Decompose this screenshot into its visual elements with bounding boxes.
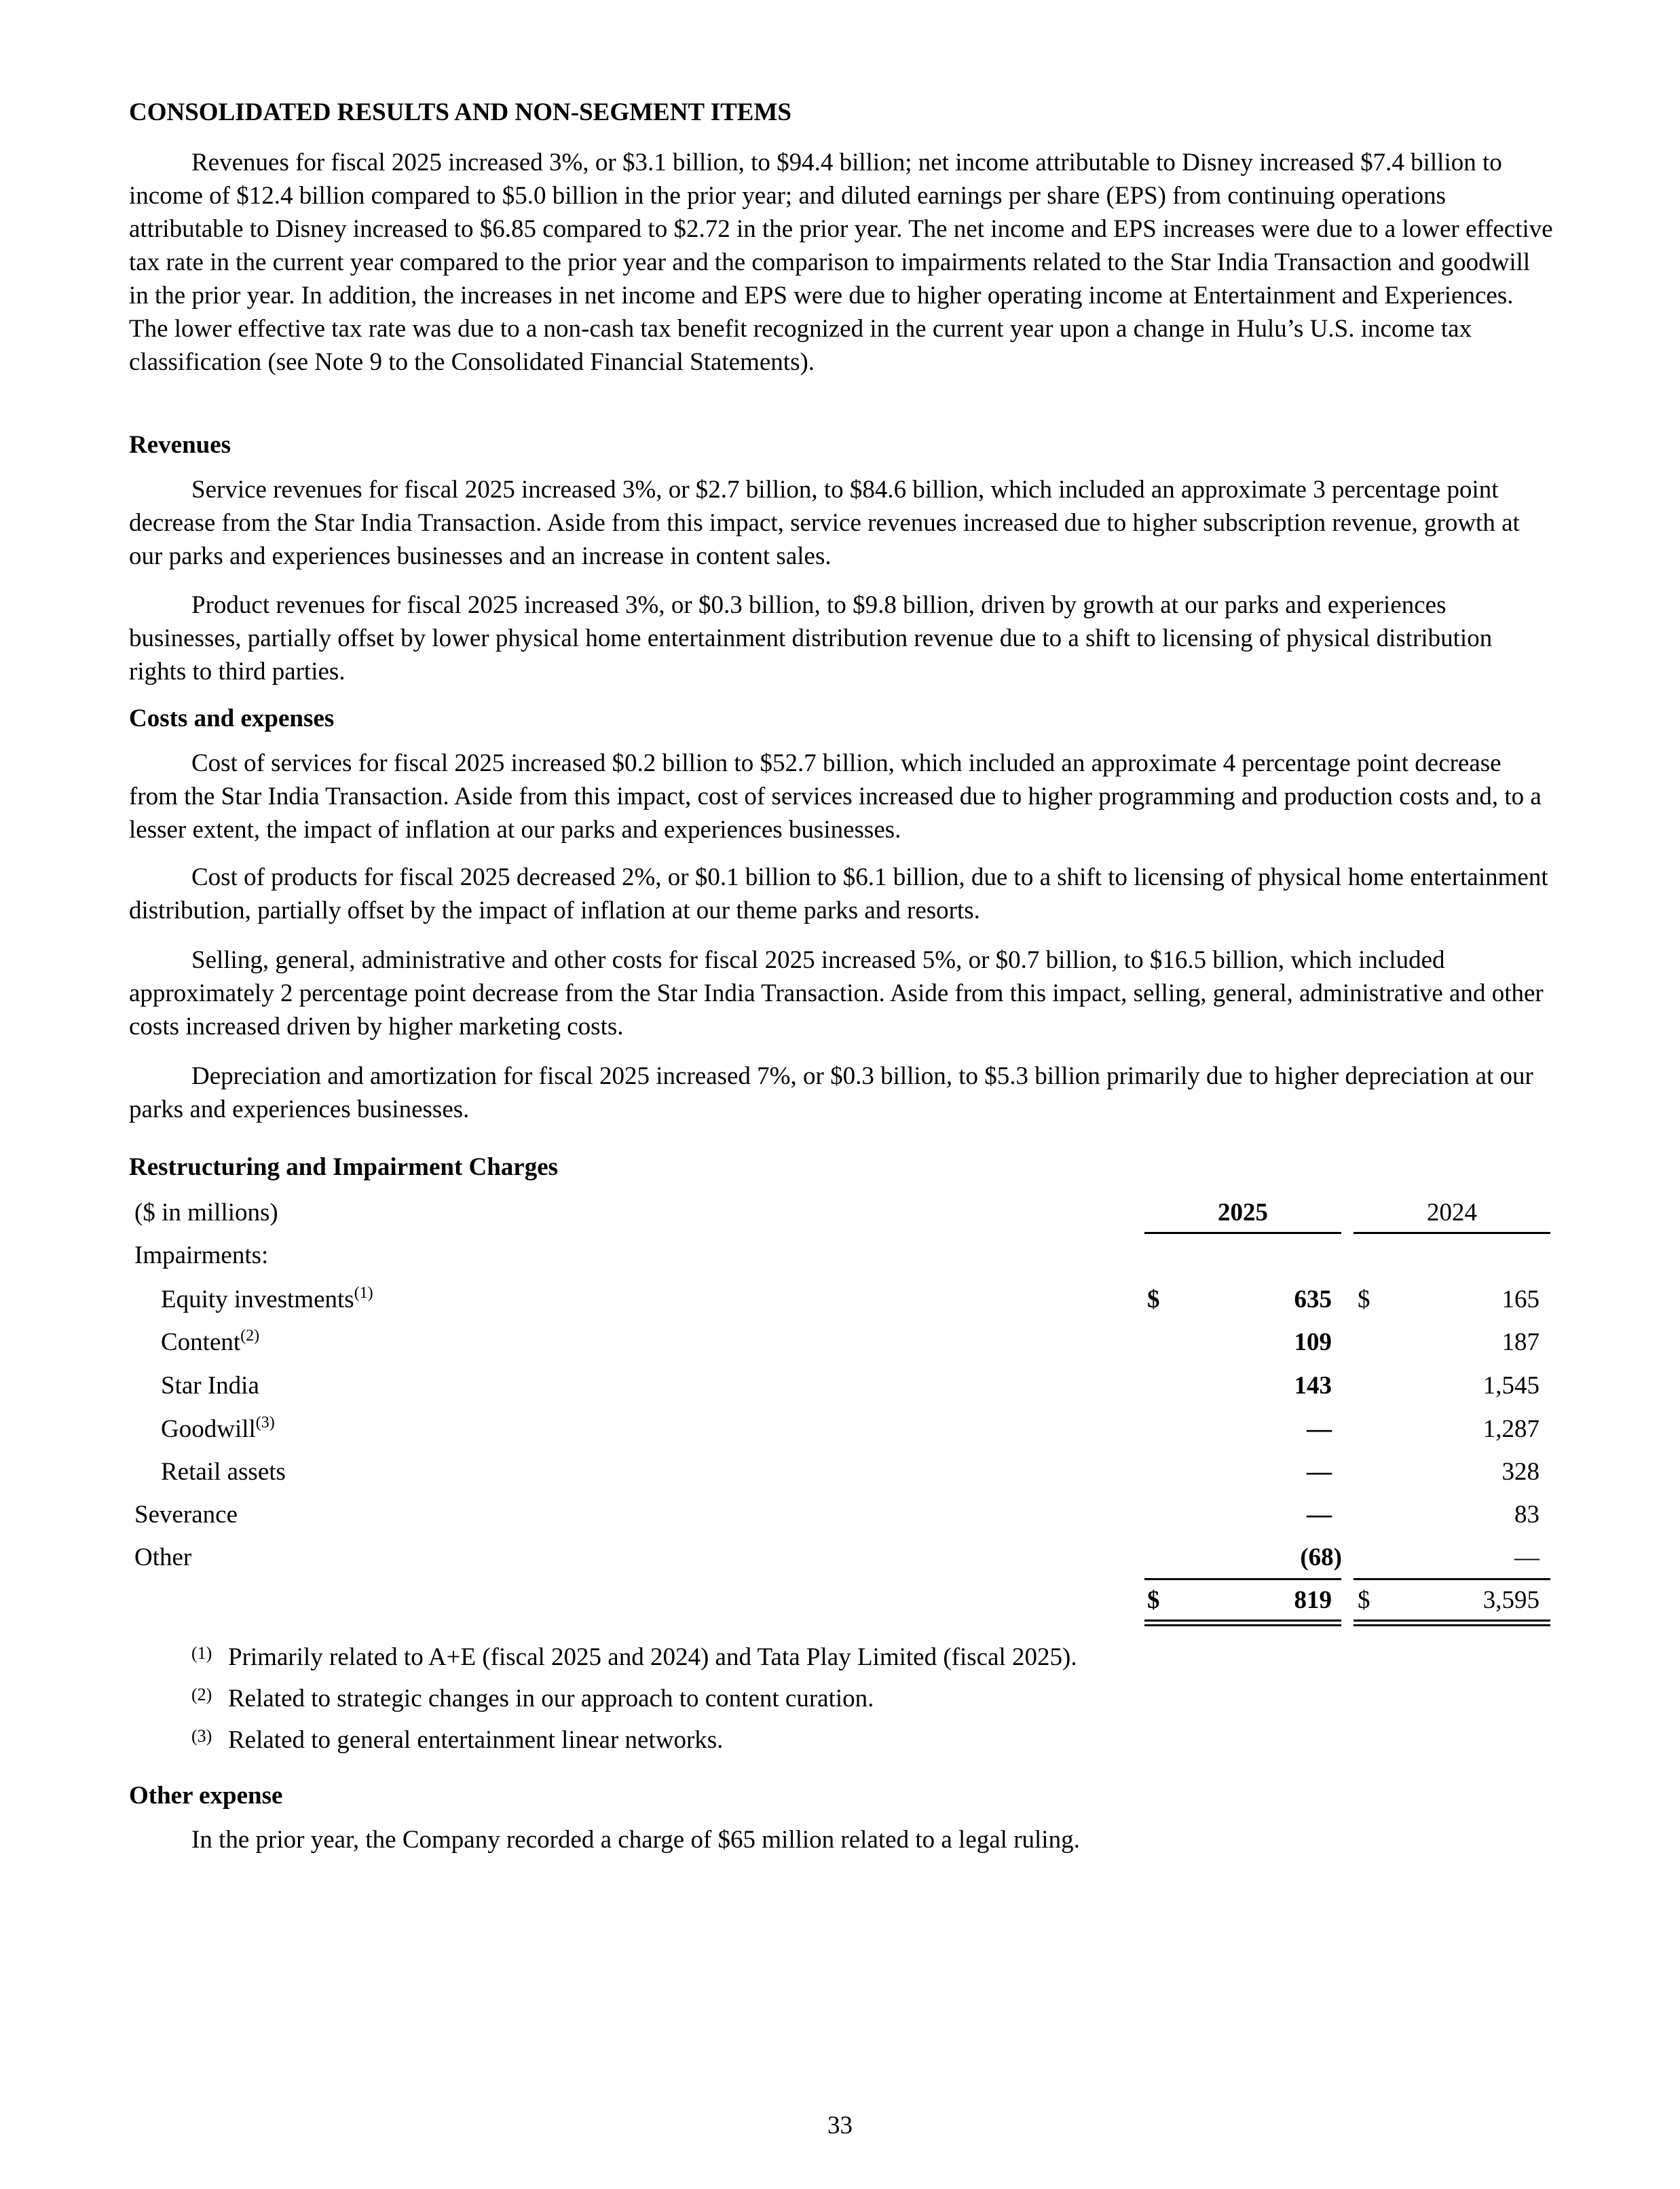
value-2025: 109 [1294, 1328, 1332, 1356]
footnote-text: Related to general entertainment linear networks. [228, 1726, 724, 1754]
header-underline-2025 [1144, 1232, 1341, 1234]
value-2024: 328 [1501, 1458, 1539, 1486]
footnote-mark: (2) [191, 1685, 212, 1704]
other-expense-heading: Other expense [129, 1782, 283, 1810]
currency-symbol: $ [1358, 1286, 1370, 1313]
row-label: Content$^{(2)}$ [161, 1327, 260, 1356]
footnote-ref: (1) [354, 1284, 373, 1302]
value-2024: 1,287 [1482, 1415, 1539, 1443]
value-2024: — [1514, 1543, 1539, 1571]
header-underline-2024 [1354, 1232, 1550, 1234]
impairments-label: Impairments: [134, 1241, 269, 1269]
row-label: Goodwill$^{(3)}$ [161, 1414, 275, 1443]
other-expense-paragraph: In the prior year, the Company recorded a charge of $65 million related to a legal ruling. [191, 1826, 1080, 1854]
row-label: Star India [161, 1372, 259, 1400]
value-2025: 143 [1294, 1372, 1332, 1400]
sga-paragraph: Selling, general, administrative and other costs for fiscal 2025 increased 5%, or $0.7 billion, to $16.5 billion, which included approximately 2 percentage point decrease from the Star India Transaction. Aside from this impact, selling, general, administrative and other costs increased driven by higher marketing costs. [129, 946, 1544, 1041]
costs-heading: Costs and expenses [129, 705, 335, 732]
row-label: Equity investments$^{(1)}$ [161, 1284, 373, 1313]
value-2024: 1,545 [1482, 1372, 1539, 1400]
double-underline-2024 [1354, 1624, 1550, 1626]
service-revenues-paragraph: Service revenues for fiscal 2025 increased 3%, or $2.7 billion, to $84.6 billion, which included an approximate 3 percentage point decrease from the Star India Transaction. Aside from this impact, service revenues increased due to higher subscription revenue, growth at our parks and experiences businesses and an increase in content sales. [129, 476, 1520, 570]
column-header-2024: 2024 [1427, 1199, 1477, 1227]
footnote-text: Primarily related to A+E (fiscal 2025 and 2024) and Tata Play Limited (fiscal 2025). [228, 1643, 1077, 1671]
row-label: Other [134, 1543, 192, 1571]
currency-symbol: $ [1147, 1586, 1160, 1614]
revenues-heading: Revenues [129, 431, 231, 459]
value-2025: — [1307, 1458, 1332, 1486]
double-underline-2024 [1354, 1620, 1550, 1622]
footnote-mark: (1) [191, 1643, 212, 1663]
currency-symbol: $ [1147, 1286, 1160, 1313]
intro-paragraph: Revenues for fiscal 2025 increased 3%, or $3.1 billion, to $94.4 billion; net income attributable to Disney increased $7.4 billion to income of $12.4 billion compared to $5.0 billion in the prior year; and diluted earnings per share (EPS) from continuing operations attributable to Disney increased to $6.85 compared to $2.72 in the prior year. The net income and EPS increases were due to a lower effective tax rate in the current year compared to the prior year and the comparison to impairments related to the Star India Transaction and goodwill in the prior year. In addition, the increases in net income and EPS were due to higher operating income at Entertainment and Experiences. The lower effective tax rate was due to a non-cash tax benefit recognized in the current year upon a change in Hulu’s U.S. income tax classification (see Note 9 to the Consolidated Financial Statements). [129, 149, 1553, 376]
value-2024: 187 [1501, 1328, 1539, 1356]
footnote-mark: (3) [191, 1726, 212, 1746]
value-2025: — [1307, 1415, 1332, 1443]
units-label: ($ in millions) [134, 1199, 278, 1227]
subtotal-rule-2025 [1144, 1578, 1341, 1580]
cost-of-services-paragraph: Cost of services for fiscal 2025 increased $0.2 billion to $52.7 billion, which included an approximate 4 percentage point decrease from the Star India Transaction. Aside from this impact, cost of services increased due to higher programming and production costs and, to a lesser extent, the impact of inflation at our parks and experiences businesses. [129, 749, 1542, 844]
product-revenues-paragraph: Product revenues for fiscal 2025 increased 3%, or $0.3 billion, to $9.8 billion, driven by growth at our parks and experiences businesses, partially offset by lower physical home entertainment distribution revenue due to a shift to licensing of physical distribution rights to third parties. [129, 591, 1493, 686]
value-2025: (68) [1300, 1543, 1342, 1571]
depreciation-paragraph: Depreciation and amortization for fiscal 2025 increased 7%, or $0.3 billion, to $5.3 billion primarily due to higher depreciation at our parks and experiences businesses. [129, 1062, 1533, 1123]
footnote-ref: (2) [240, 1327, 260, 1345]
row-label: Severance [134, 1501, 238, 1529]
restructuring-heading: Restructuring and Impairment Charges [129, 1153, 559, 1181]
cost-of-products-paragraph: Cost of products for fiscal 2025 decreased 2%, or $0.1 billion to $6.1 billion, due to a shift to licensing of physical home entertainment distribution, partially offset by the impact of inflation at our theme parks and resorts. [129, 863, 1548, 924]
double-underline-2025 [1144, 1620, 1341, 1622]
footnote-ref: (3) [255, 1414, 275, 1432]
total-2024: 3,595 [1482, 1586, 1539, 1614]
value-2024: 83 [1514, 1501, 1539, 1529]
currency-symbol: $ [1358, 1586, 1370, 1614]
total-2025: 819 [1294, 1586, 1332, 1614]
page-number: 33 [827, 2112, 853, 2139]
section-title: CONSOLIDATED RESULTS AND NON-SEGMENT ITEMS [129, 98, 791, 126]
column-header-2025: 2025 [1218, 1199, 1268, 1227]
row-label: Retail assets [161, 1458, 286, 1486]
footnote-text: Related to strategic changes in our approach to content curation. [228, 1685, 874, 1713]
value-2025: — [1307, 1501, 1332, 1529]
subtotal-rule-2024 [1354, 1578, 1550, 1580]
value-2024: 165 [1501, 1286, 1539, 1313]
double-underline-2025 [1144, 1624, 1341, 1626]
value-2025: 635 [1294, 1286, 1332, 1313]
